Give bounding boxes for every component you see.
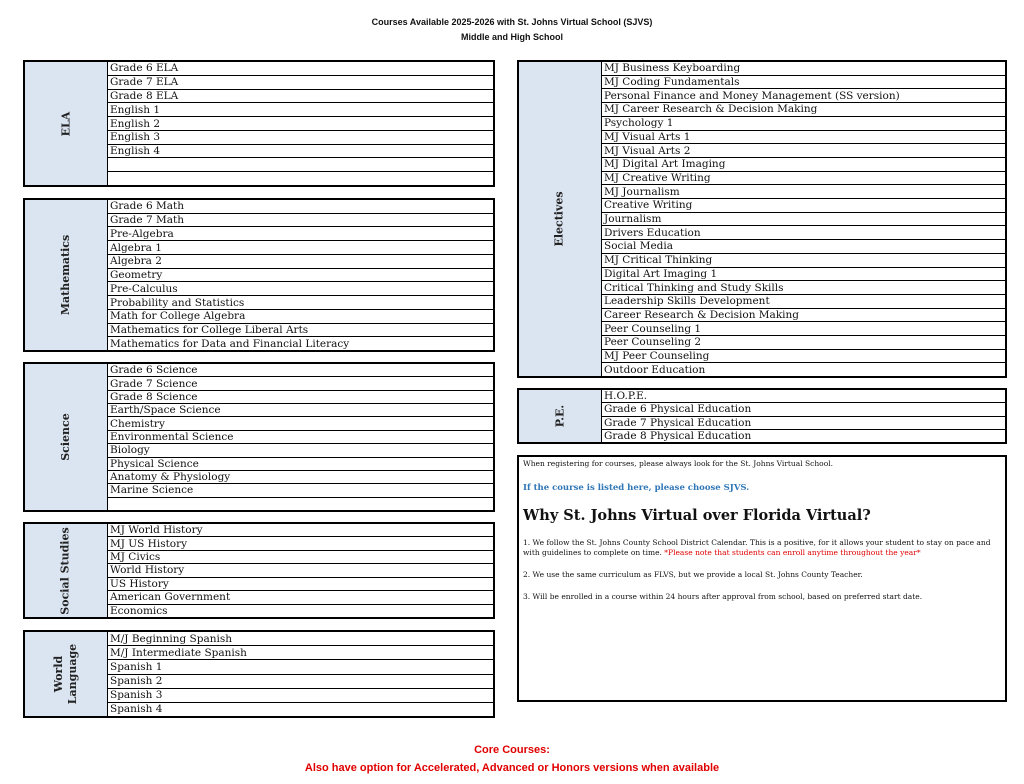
section-ela	[23, 60, 495, 187]
course-row: Grade 7 Physical Education	[602, 417, 1005, 430]
section-label: Mathematics	[25, 200, 108, 350]
course-row: Psychology 1	[602, 117, 1005, 131]
course-row: Grade 8 ELA	[108, 90, 493, 104]
course-row: MJ Digital Art Imaging	[602, 158, 1005, 172]
course-list	[108, 62, 493, 185]
section-label: Social Studies	[25, 524, 108, 617]
course-row: Math for College Algebra	[108, 310, 493, 324]
course-row: Outdoor Education	[604, 363, 706, 376]
course-row: Pre-Algebra	[108, 227, 493, 241]
course-row: Spanish 3	[108, 689, 493, 703]
course-row: Mathematics for Data and Financial Literacy	[110, 337, 350, 350]
note-point-2: 2. We use the same curriculum as FLVS, but we provide a local St. Johns County Teacher.	[523, 570, 863, 579]
section-electives	[517, 60, 1007, 378]
course-row: MJ Creative Writing	[602, 172, 1005, 186]
course-row: MJ Civics	[108, 551, 493, 564]
course-row: English 3	[108, 131, 493, 145]
course-row: Leadership Skills Development	[602, 295, 1005, 309]
course-row: Social Media	[602, 240, 1005, 254]
course-row: Drivers Education	[602, 226, 1005, 240]
section-world-language	[23, 630, 495, 718]
course-list	[602, 62, 1005, 376]
course-row: MJ Career Research & Decision Making	[602, 103, 1005, 117]
course-row: MJ Critical Thinking	[602, 254, 1005, 268]
course-row: Algebra 1	[108, 241, 493, 255]
note-heading: Why St. Johns Virtual over Florida Virtual?	[523, 507, 871, 524]
course-row: Grade 7 Math	[108, 214, 493, 228]
course-row: Probability and Statistics	[108, 296, 493, 310]
course-row: Grade 6 Math	[108, 200, 493, 214]
course-row: Physical Science	[108, 458, 493, 471]
course-row: MJ Visual Arts 2	[602, 144, 1005, 158]
course-row: Biology	[108, 444, 493, 457]
course-row: US History	[108, 578, 493, 591]
footer-options: Also have option for Accelerated, Advanced or Honors versions when available	[304, 762, 720, 774]
course-row: Pre-Calculus	[108, 282, 493, 296]
section-social-studies	[23, 522, 495, 619]
course-row: Career Research & Decision Making	[602, 309, 1005, 323]
course-row: Grade 6 Physical Education	[602, 403, 1005, 416]
course-row: MJ Coding Fundamentals	[602, 76, 1005, 90]
footer-core-courses: Core Courses:	[474, 744, 550, 756]
note-intro: When registering for courses, please always look for the St. Johns Virtual School.	[523, 459, 833, 468]
course-row: Journalism	[602, 213, 1005, 227]
course-row: Spanish 1	[108, 660, 493, 674]
course-row: Peer Counseling 2	[602, 336, 1005, 350]
course-row: English 2	[108, 117, 493, 131]
section-label: World Language	[25, 632, 108, 716]
course-row: Spanish 2	[108, 675, 493, 689]
course-list	[602, 390, 1005, 442]
course-row: Grade 8 Physical Education	[604, 429, 752, 442]
course-row: Marine Science	[108, 484, 493, 497]
course-list	[108, 364, 493, 510]
course-row: MJ Peer Counseling	[602, 350, 1005, 364]
course-row	[108, 172, 493, 185]
course-row: Creative Writing	[602, 199, 1005, 213]
course-row: Environmental Science	[108, 431, 493, 444]
section-label: ELA	[25, 62, 108, 185]
course-row: H.O.P.E.	[602, 390, 1005, 403]
course-row	[108, 498, 493, 510]
section-pe	[517, 388, 1007, 444]
section-mathematics	[23, 198, 495, 352]
course-row: MJ Visual Arts 1	[602, 131, 1005, 145]
course-row: Mathematics for College Liberal Arts	[108, 324, 493, 338]
course-list	[108, 200, 493, 350]
course-row	[108, 158, 493, 172]
note-point-1-emphasis: *Please note that students can enroll anytime throughout the year*	[664, 548, 921, 557]
course-row: M/J Beginning Spanish	[108, 632, 493, 646]
course-row: Personal Finance and Money Management (SS version)	[602, 89, 1005, 103]
course-row: Grade 6 ELA	[108, 62, 493, 76]
course-row: Geometry	[108, 269, 493, 283]
course-row: Economics	[110, 604, 168, 617]
course-row: American Government	[108, 591, 493, 604]
note-choose: If the course is listed here, please choose SJVS.	[523, 483, 750, 493]
course-row: Grade 7 ELA	[108, 76, 493, 90]
course-row: Anatomy & Physiology	[108, 471, 493, 484]
page-subtitle: Middle and High School	[461, 32, 563, 42]
course-row: Digital Art Imaging 1	[602, 268, 1005, 282]
course-row: Grade 6 Science	[108, 364, 493, 377]
page-title: Courses Available 2025-2026 with St. Johns Virtual School (SJVS)	[371, 17, 653, 27]
registration-note	[517, 455, 1007, 702]
course-row: Chemistry	[108, 417, 493, 430]
course-row: Critical Thinking and Study Skills	[602, 281, 1005, 295]
course-list	[108, 632, 493, 716]
course-row: World History	[108, 564, 493, 577]
note-point-3: 3. Will be enrolled in a course within 24 hours after approval from school, based on preferred start date.	[523, 592, 923, 601]
course-row: Peer Counseling 1	[602, 322, 1005, 336]
course-row: English 1	[108, 103, 493, 117]
note-point-1: 1. We follow the St. Johns County School District Calendar. This is a positive, for it allows your student to stay on pace and with guidelines to complete on time. *Please note that students can enroll anytime throughout the year*	[523, 538, 991, 557]
section-science	[23, 362, 495, 512]
course-row: MJ Journalism	[602, 185, 1005, 199]
section-label: P.E.	[519, 390, 602, 442]
course-list	[108, 524, 493, 617]
section-label: Science	[25, 364, 108, 510]
course-row: Earth/Space Science	[108, 404, 493, 417]
course-row: M/J Intermediate Spanish	[108, 646, 493, 660]
course-row: MJ US History	[108, 537, 493, 550]
course-row: Algebra 2	[108, 255, 493, 269]
course-row: Grade 8 Science	[108, 391, 493, 404]
section-label: Electives	[519, 62, 602, 376]
course-row: English 4	[108, 145, 493, 159]
course-row: MJ Business Keyboarding	[602, 62, 1005, 76]
course-row: Spanish 4	[110, 703, 163, 716]
course-row: Grade 7 Science	[108, 377, 493, 390]
course-row: MJ World History	[108, 524, 493, 537]
